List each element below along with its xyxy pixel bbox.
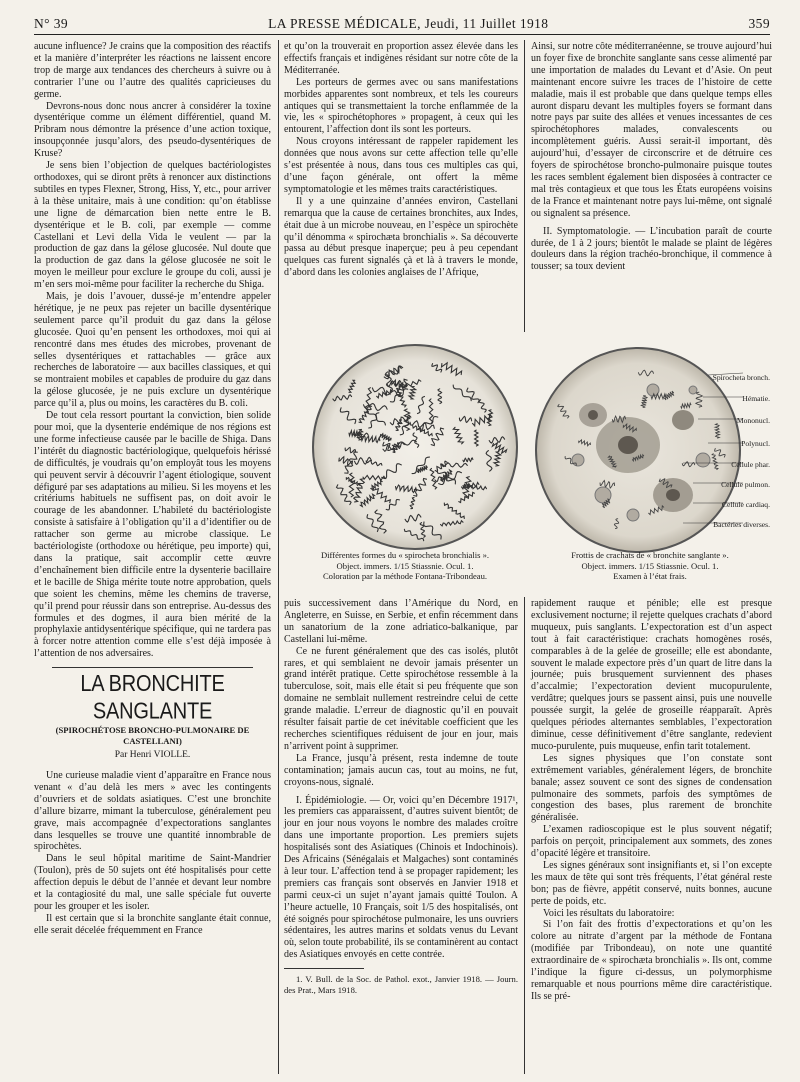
paragraph: Une curieuse maladie vient d’apparaître en France nous venant « d’au delà les mers » avec les contingents d’ouvriers et de soldats asiatiques. C’est une bronchite d’allure bizarre, mimant la tuberculose, généralement peu grave, mais accompagnée d’expectorations sanglantes dans lesquelles se trouve une quantité innombrable de spirochètes. — [34, 770, 271, 853]
paragraph: Il est certain que si la bronchite sanglante était connue, elle serait décelée fréquemment en France — [34, 912, 271, 936]
paragraph: Ce ne furent généralement que des cas isolés, plutôt rares, et qui semblaient ne devoir jamais présenter un grand intérêt pratique. Cette spirochétose ressemble à la tuberculose, soit, mais elle était si peu fréquente que son domaine ne semblait nullement restreindre celui de cette grande maladie. L’erreur de diagnostic qu’il en pouvait résulter faisait partie de cet inévitable coefficient que les recherches scientifiques réduisent de jour en jour, mais n’arrivent point à supprimer. — [284, 645, 518, 752]
caption-line: Coloration par la méthode Fontana-Tribondeau. — [322, 571, 488, 581]
issue-number: N° 39 — [34, 16, 69, 31]
article-byline: Par Henri VIOLLE. — [114, 750, 191, 761]
paragraph: L’examen radioscopique est le plus souvent négatif; parfois on perçoit, principalement aux sommets, des zones d’opacité légère et transitoire. — [531, 824, 772, 860]
paragraph: puis successivement dans l’Amérique du Nord, en Angleterre, en Suisse, en Serbie, et enfin récemment dans un sanatorium de la zone adriatico-balkanique, par Castellani lui-même. — [284, 598, 518, 645]
spirochete-figure — [310, 342, 520, 552]
paragraph: Les signes généraux sont insignifiants et, si l’on excepte les maux de tête qui sont très fréquents, l’état général reste bon; pas de fièvre, appétit conservé, nuits bonnes, aucune perte de poids, etc. — [531, 859, 772, 907]
figure-label: Spirocheta bronch. — [712, 373, 770, 382]
column-divider — [278, 40, 279, 1074]
column-2-top — [284, 41, 518, 331]
caption-line: Object. immers. 1/15 Stiassnie. Ocul. 1. — [336, 560, 474, 571]
paragraph: Les signes physiques que l’on constate sont extrêmement variables, généralement légers, de bronchite banale; assez souvent ce sont des signes de condensation pulmonaire des sommets, parfois des symptômes de congestion des bases, plus rarement de bronchite généralisée. — [531, 752, 772, 824]
column-3-bottom — [531, 598, 772, 1073]
figure-label: Cellule cardiaq. — [721, 500, 770, 509]
caption-line: Différentes formes du « spirocheta bronchialis ». — [320, 550, 490, 560]
article-subtitle: (SPIROCHÉTOSE BRONCHO-PULMONAIRE DE CASTELLANI) — [55, 725, 250, 747]
figure-label: Hématie. — [742, 394, 770, 403]
footnote: 1. V. Bull. de la Soc. de Pathol. exot., Janvier 1918. — Journ. des Prat., Mars 1918. — [284, 974, 518, 995]
paragraph: Il y a une quinzaine d’années environ, Castellani remarqua que la cause de certaines bronchites, aux Indes, était due à un microbe nouveau, en l’espèce un spirochète qu’il dénomma « spirochæta bronchialis ». Sa découverte passa au début presque inaperçue; peu à peu cependant quelques cas furent signalés çà et là à travers le monde, d’abord dans les colonies anglaises de l’Afrique, — [284, 195, 518, 279]
figure-label: Bactéries diverses. — [713, 520, 770, 529]
paragraph: Mais, je dois l’avouer, dussé-je m’entendre appeler hérétique, je ne peux pas rejeter un bacille dysentérique seulement parce qu’il produit du gaz dans la gélose glucosée. Quoi qu’en pensent les orthodoxes, moi qui ai rencontré dans mes études des microbes, provenant de selles dysentériques et rattachables — grâce aux recherches de laboratoire — aux bacilles classiques, et qui se montraient mobiles et capables de produire du gaz dans la gélose glucosée, je ne puis exclure un dysentérique parce qu’il a, plus ou moins, les caractères du B. coli. — [34, 291, 271, 410]
figure-label: Cellule phar. — [731, 460, 770, 469]
paragraph: I. Épidémiologie. — Or, voici qu’en Décembre 1917¹, les premiers cas apparaissent, d’autres suivent bientôt; de jour en jour nous voyons le nombre des malades croître dans une importante proportion. Les premiers sujets hospitalisés sont des Asiatiques (Chinois et Indochinois). Des Africains (Sénégalais et Malgaches) sont contaminés à leur tour. L’affection tend à se propager rapidement; les premiers cas français sont observés en Janvier 1918 et parmi ceux-ci un sujet n’ayant jamais quitté Toulon. A l’heure actuelle, 10 Français, soit 1/5 des hospitalisés, ont été soignés pour spirochétose pulmonaire, les uns ouvriers sédentaires, les autres marins et soldats venus du Levant où, selon toute probabilité, ils se contaminèrent au contact des Asiatiques envoyés en cette contrée. — [284, 794, 518, 961]
figure-2-caption — [530, 550, 770, 582]
paragraph: De tout cela ressort pourtant la conviction, bien solide pour moi, que la dysenterie endémique de nos régions est une forme infectieuse causée par le bacille de Shiga. Dans l’intérêt du diagnostic bactériologique, quelquefois hérissé de difficultés, je voudrais qu’on employât tous les moyens qui peuvent servir à découvrir l’agent étiologique, souvent défiguré par ses adaptations au milieu. Si les moyens et les critériums habituels ne suffisent pas, on doit avoir le courage de les abandonner. L’habileté du bactériologiste consiste à satisfaire à l’obligation qu’il a d’identifier ou de rattacher son germe au microbe classique. Le bactériologiste (orthodoxe ou hérétique, peu importe) qui, dans la pratique, sait accomplir cette œuvre d’enchaînement bien difficile entre la dysenterie bacillaire et le bacille de Shiga mérite toute notre approbation, quels que soient les chemins, même les chemins de traverse, qu’il prend pour réussir dans son entreprise. Au-dessus des formules et des dogmes, il aura bien mérité de la prophylaxie antidysentérique spécifique, qui ne tardera pas à forcer notre attention comme elle s’est déjà imposée à l’attention de nos adversaires. — [34, 410, 271, 660]
paragraph: Si l’on fait des frottis d’expectorations et qu’on les colore au nitrate d’argent par la méthode de Fontana (modifiée par Tribondeau), on note une quantité extraordinaire de « spirochæta bronchialis ». Ils ont, comme l’indique la figure ci-dessus, un polymorphisme remarquable et nous pourrions même dire caractéristique. Ils se pré- — [531, 919, 772, 1002]
article-separator — [52, 667, 253, 668]
paragraph: Les porteurs de germes avec ou sans manifestations morbides apparentes sont nombreux, et tels les coureurs antiques qui se transmettaient la torche enflammée de la vie, les « spirochétophores » propagent, à ceux qui les entourent, l’affection dont ils sont les porteurs. — [284, 76, 518, 136]
page-number: 359 — [748, 16, 770, 31]
footnote-rule — [284, 968, 364, 969]
column-1 — [34, 41, 271, 1071]
paragraph: et qu’on la trouverait en proportion assez élevée dans les effectifs français et indigènes résidant sur notre côte de la Méditerranée. — [284, 41, 518, 76]
column-divider — [524, 597, 525, 1074]
paragraph: aucune influence? Je crains que la composition des réactifs et la manière d’interpréter les réactions ne laissent encore trop de marge aux tendances des chercheurs à suivre ou à contrarier l’une ou l’autre des qualités capricieuses du germe. — [34, 41, 271, 100]
running-header — [34, 12, 770, 32]
paragraph: Dans le seul hôpital maritime de Saint-Mandrier (Toulon), près de 50 sujets ont été hospitalisés pour cette affection depuis le début de l’année et devant leur nombre et la contagiosité du mal, une salle spéciale fut ouverte pour les grouper et les isoler. — [34, 853, 271, 912]
figure-label: Cellule pulmon. — [721, 480, 770, 489]
paragraph: La France, jusqu’à présent, resta indemne de toute contamination; jamais aucun cas, tout au moins, ne fut, croyons-nous, signalé. — [284, 752, 518, 788]
paragraph: rapidement rauque et pénible; elle est presque exclusivement nocturne; il rejette quelques crachats d’abord muqueux, puis sanglants. L’expectoration est d’un aspect tout à fait caractéristique: crachats homogènes rosés, comparables à de la gelée de groseille; elle est abondante, souvent le malade expectore près d’un quart de litre dans la journée; puis brusquement surviennent des phases d’accalmie; l’expectoration devient mucopurulente, verdâtre; quelques jours se passent ainsi, puis une nouvelle poussée surgit, la gelée de groseille réapparaît. Après quelques périodes alternantes semblables, l’expectoration diminue, cesse définitivement d’être sanglante, redevient muco-purulente, puis muqueuse, enfin tarit totalement. — [531, 598, 772, 752]
journal-title: LA PRESSE MÉDICALE, Jeudi, 11 Juillet 1918 — [268, 16, 549, 31]
header-rule — [34, 34, 770, 35]
figure-1-caption — [290, 550, 520, 582]
figure-label: Mononucl. — [736, 416, 770, 425]
caption-line: Frottis de crachats de « bronchite sanglante ». — [571, 550, 729, 560]
paragraph: Ainsi, sur notre côte méditerranéenne, se trouve aujourd’hui un foyer fixe de bronchite sanglante sans cesse alimenté par une importation de malades du Levant et d’Asie. On peut maintenant encore suivre les traces de l’histoire de cette maladie, mais il est probable que dans quelque temps elles auront disparu devant les multiples foyers se formant dans notre pays par suite des allées et venues incessantes de ces spirochétophores malades, convalescents ou incomplètement guéris. Aussi serait-il important, dès aujourd’hui, d’essayer de circonscrire et de détruire ces foyers de spirochétose broncho-pulmonaire puisque toutes les races semblent également bien disposées à contracter ce mal très contagieux et que tous les États européens voisins de la France et maintenant notre pays lui-même, ont signalé ou signalent sa présence. — [531, 41, 772, 219]
column-divider — [524, 40, 525, 332]
column-2-bottom — [284, 598, 518, 1073]
paragraph: II. Symptomatologie. — L’incubation paraît de courte durée, de 1 à 2 jours; bientôt le malade se plaint de légères douleurs dans la région trachéo-bronchique, il commence à tousser; sa toux devient — [531, 225, 772, 273]
paragraph: Nous croyons intéressant de rappeler rapidement les données que nous avons sur cette affection telle qu’elle s’est présentée à nous, dans tous ces multiples cas qui, d’une façon générale, ont offert la même symptomatologie et les mêmes traits caractéristiques. — [284, 136, 518, 195]
caption-line: Examen à l’état frais. — [613, 571, 687, 581]
caption-line: Object. immers. 1/15 Stiassnie. Ocul. 1. — [581, 560, 719, 571]
article-title: LA BRONCHITE SANGLANTE — [80, 671, 225, 725]
figure-label: Polynucl. — [741, 439, 770, 448]
column-3-top — [531, 41, 772, 331]
paragraph: Je sens bien l’objection de quelques bactériologistes orthodoxes, qui se diront prêts à renoncer aux distinctions subtiles en types Flexner, Strong, Hiss, Y, etc., pour arriver à la thèse unitaire, mais à une condition: qu’on établisse une ligne de démarcation bien nette entre le B. dysentérique et le B. coli, par exemple — comme Castellani et Levi della Vida le veulent — par la production de gaz dans la gélose glucosée. Nul doute que la production de gaz dans la gélose glucosée ne soit le moyen le meilleur pour exclure le groupe du coli, aussi je m’en sers moi-même pour faciliter la recherche du Shiga. — [34, 160, 271, 291]
paragraph: Devrons-nous donc nous ancrer à considérer la toxine dysentérique comme un élément différentiel, quand M. Pribram nous démontre la présence d’une action toxique, insoupçonnée jusqu’alors, des pseudo-dysentériques de Kruse? — [34, 100, 271, 160]
paragraph: Voici les résultats du laboratoire: — [543, 907, 675, 919]
